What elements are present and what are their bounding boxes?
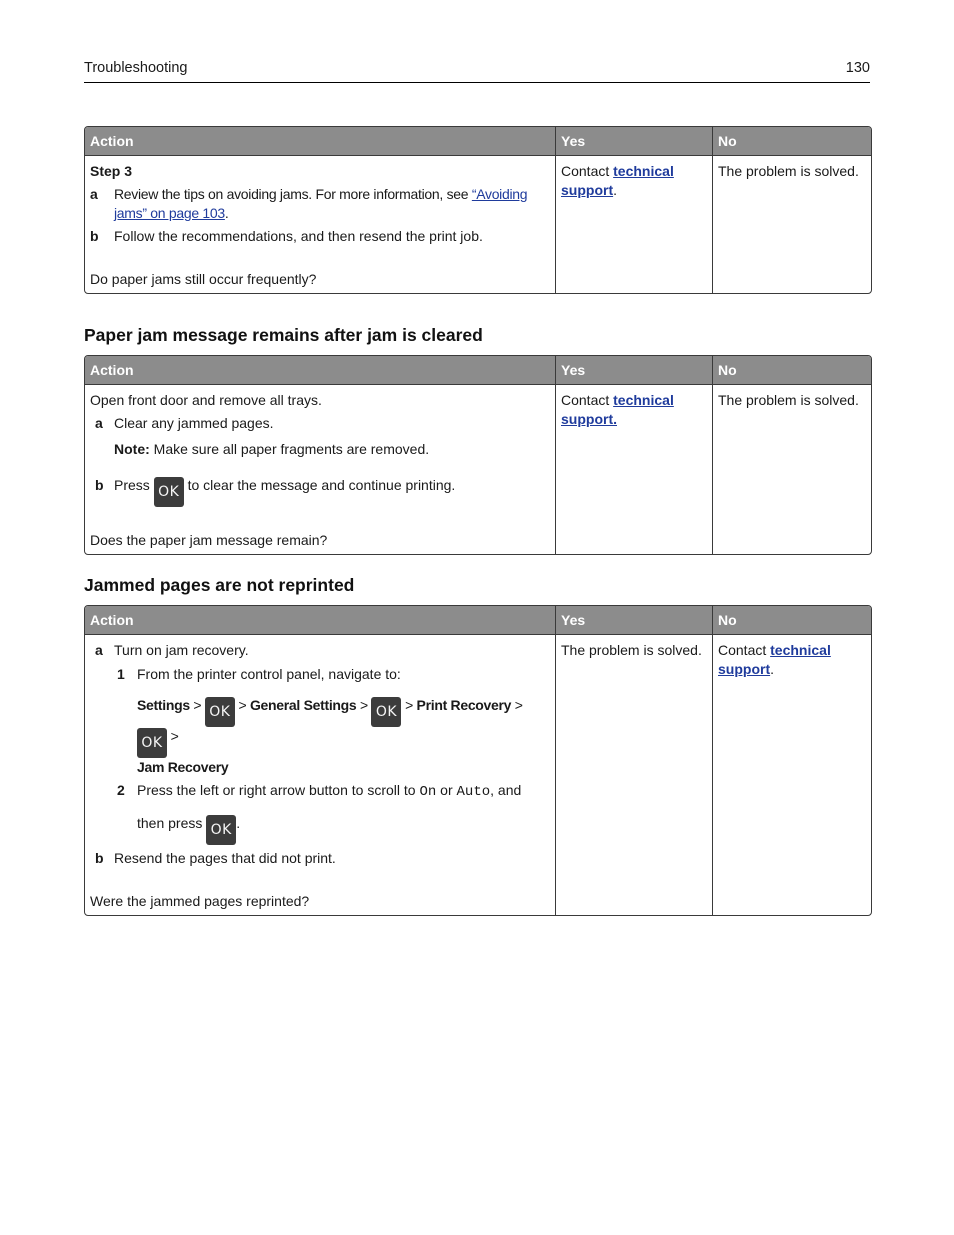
list-item — [90, 849, 550, 868]
text: . — [613, 182, 617, 198]
action-cell — [85, 156, 556, 293]
list-item — [90, 414, 550, 433]
list-marker: a — [95, 415, 103, 431]
col-header-action: Action — [85, 356, 556, 385]
list-text: Follow the recommendations, and then resend the print job. — [114, 228, 483, 244]
technical-support-link[interactable]: technical — [613, 392, 674, 408]
separator: > — [189, 697, 205, 713]
support-link[interactable]: support — [718, 661, 771, 677]
text: Press the left or right arrow button to scroll to — [137, 782, 420, 798]
ok-button-icon: OK — [206, 815, 236, 845]
section-title: Troubleshooting — [84, 60, 188, 76]
menu-path — [90, 696, 550, 777]
text: Contact — [561, 392, 614, 408]
list-item — [90, 781, 550, 802]
action-cell — [85, 385, 556, 554]
separator: > — [511, 697, 523, 713]
table-jam-recovery — [84, 605, 872, 916]
step-text — [137, 781, 521, 802]
section-heading: Paper jam message remains after jam is cleared — [84, 325, 483, 345]
list-marker: b — [90, 228, 99, 244]
step-continuation — [90, 814, 550, 845]
text: or — [436, 782, 457, 798]
yes-cell: The problem is solved. — [556, 635, 713, 915]
list-item — [90, 641, 550, 660]
ok-button-icon: OK — [371, 697, 401, 727]
support-link[interactable]: support — [561, 182, 614, 198]
step-label: Step 3 — [90, 163, 133, 179]
separator: > — [356, 697, 372, 713]
text: Press — [114, 477, 154, 493]
ok-button-icon: OK — [137, 728, 167, 758]
action-cell — [85, 635, 556, 915]
page-header — [84, 60, 870, 83]
separator: > — [401, 697, 417, 713]
list-item — [90, 665, 550, 684]
separator: > — [234, 697, 250, 713]
note — [90, 440, 550, 459]
list-item — [90, 227, 550, 246]
col-header-yes: Yes — [556, 606, 713, 635]
yes-cell — [556, 385, 713, 554]
text: . — [770, 661, 774, 677]
text: Contact — [561, 163, 614, 179]
list-marker: a — [90, 186, 98, 202]
list-text — [114, 463, 455, 507]
ok-button-icon: OK — [205, 697, 235, 727]
col-header-no: No — [713, 127, 871, 156]
text: , and — [490, 782, 522, 798]
ok-button-icon: OK — [154, 477, 184, 507]
yes-cell — [556, 156, 713, 293]
technical-support-link[interactable]: technical — [770, 642, 831, 658]
technical-support-link[interactable]: technical — [613, 163, 674, 179]
list-text: Resend the pages that did not print. — [114, 850, 336, 866]
step-number: 2 — [117, 782, 125, 798]
menu-item-settings: Settings — [137, 697, 190, 713]
list-text: Turn on jam recovery. — [114, 642, 249, 658]
support-link[interactable]: support. — [561, 411, 617, 427]
list-marker: b — [95, 850, 104, 866]
separator: > — [167, 728, 179, 744]
question: Do paper jams still occur frequently? — [90, 271, 317, 287]
col-header-yes: Yes — [556, 356, 713, 385]
col-header-no: No — [713, 606, 871, 635]
text: to clear the message and continue printing. — [183, 477, 456, 493]
note-text: Make sure all paper fragments are removed. — [149, 441, 430, 457]
text: . — [224, 205, 229, 221]
table-jam-message — [84, 355, 872, 555]
note-label: Note: — [114, 441, 150, 457]
no-cell: The problem is solved. — [718, 392, 859, 408]
text: . — [236, 815, 241, 831]
menu-item-jam-recovery: Jam Recovery — [137, 759, 229, 775]
section-heading: Jammed pages are not reprinted — [84, 575, 355, 595]
page-number: 130 — [845, 60, 870, 76]
step-text: From the printer control panel, navigate to: — [137, 666, 401, 682]
question: Were the jammed pages reprinted? — [90, 893, 310, 909]
step-number: 1 — [117, 666, 125, 682]
list-marker: b — [95, 477, 104, 493]
option-on: On — [419, 784, 437, 800]
list-marker: a — [95, 642, 103, 658]
col-header-action: Action — [85, 606, 556, 635]
menu-item-general-settings: General Settings — [249, 697, 357, 713]
col-header-no: No — [713, 356, 871, 385]
no-cell: The problem is solved. — [718, 163, 859, 179]
col-header-yes: Yes — [556, 127, 713, 156]
list-text — [114, 185, 550, 223]
list-text: Clear any jammed pages. — [114, 415, 274, 431]
no-cell — [713, 635, 871, 915]
table-avoiding-jams — [84, 126, 872, 294]
option-auto: Auto — [456, 784, 491, 800]
list-item — [90, 185, 550, 223]
question: Does the paper jam message remain? — [90, 532, 328, 548]
avoiding-jams-link[interactable]: “Avoiding jams” on page 103 — [114, 186, 528, 221]
intro-text: Open front door and remove all trays. — [90, 392, 322, 408]
col-header-action: Action — [85, 127, 556, 156]
menu-item-print-recovery: Print Recovery — [416, 697, 512, 713]
text: Contact — [718, 642, 771, 658]
list-item — [90, 463, 550, 507]
text: Review the tips on avoiding jams. For more information, see — [114, 186, 472, 202]
text: then press — [137, 815, 207, 831]
